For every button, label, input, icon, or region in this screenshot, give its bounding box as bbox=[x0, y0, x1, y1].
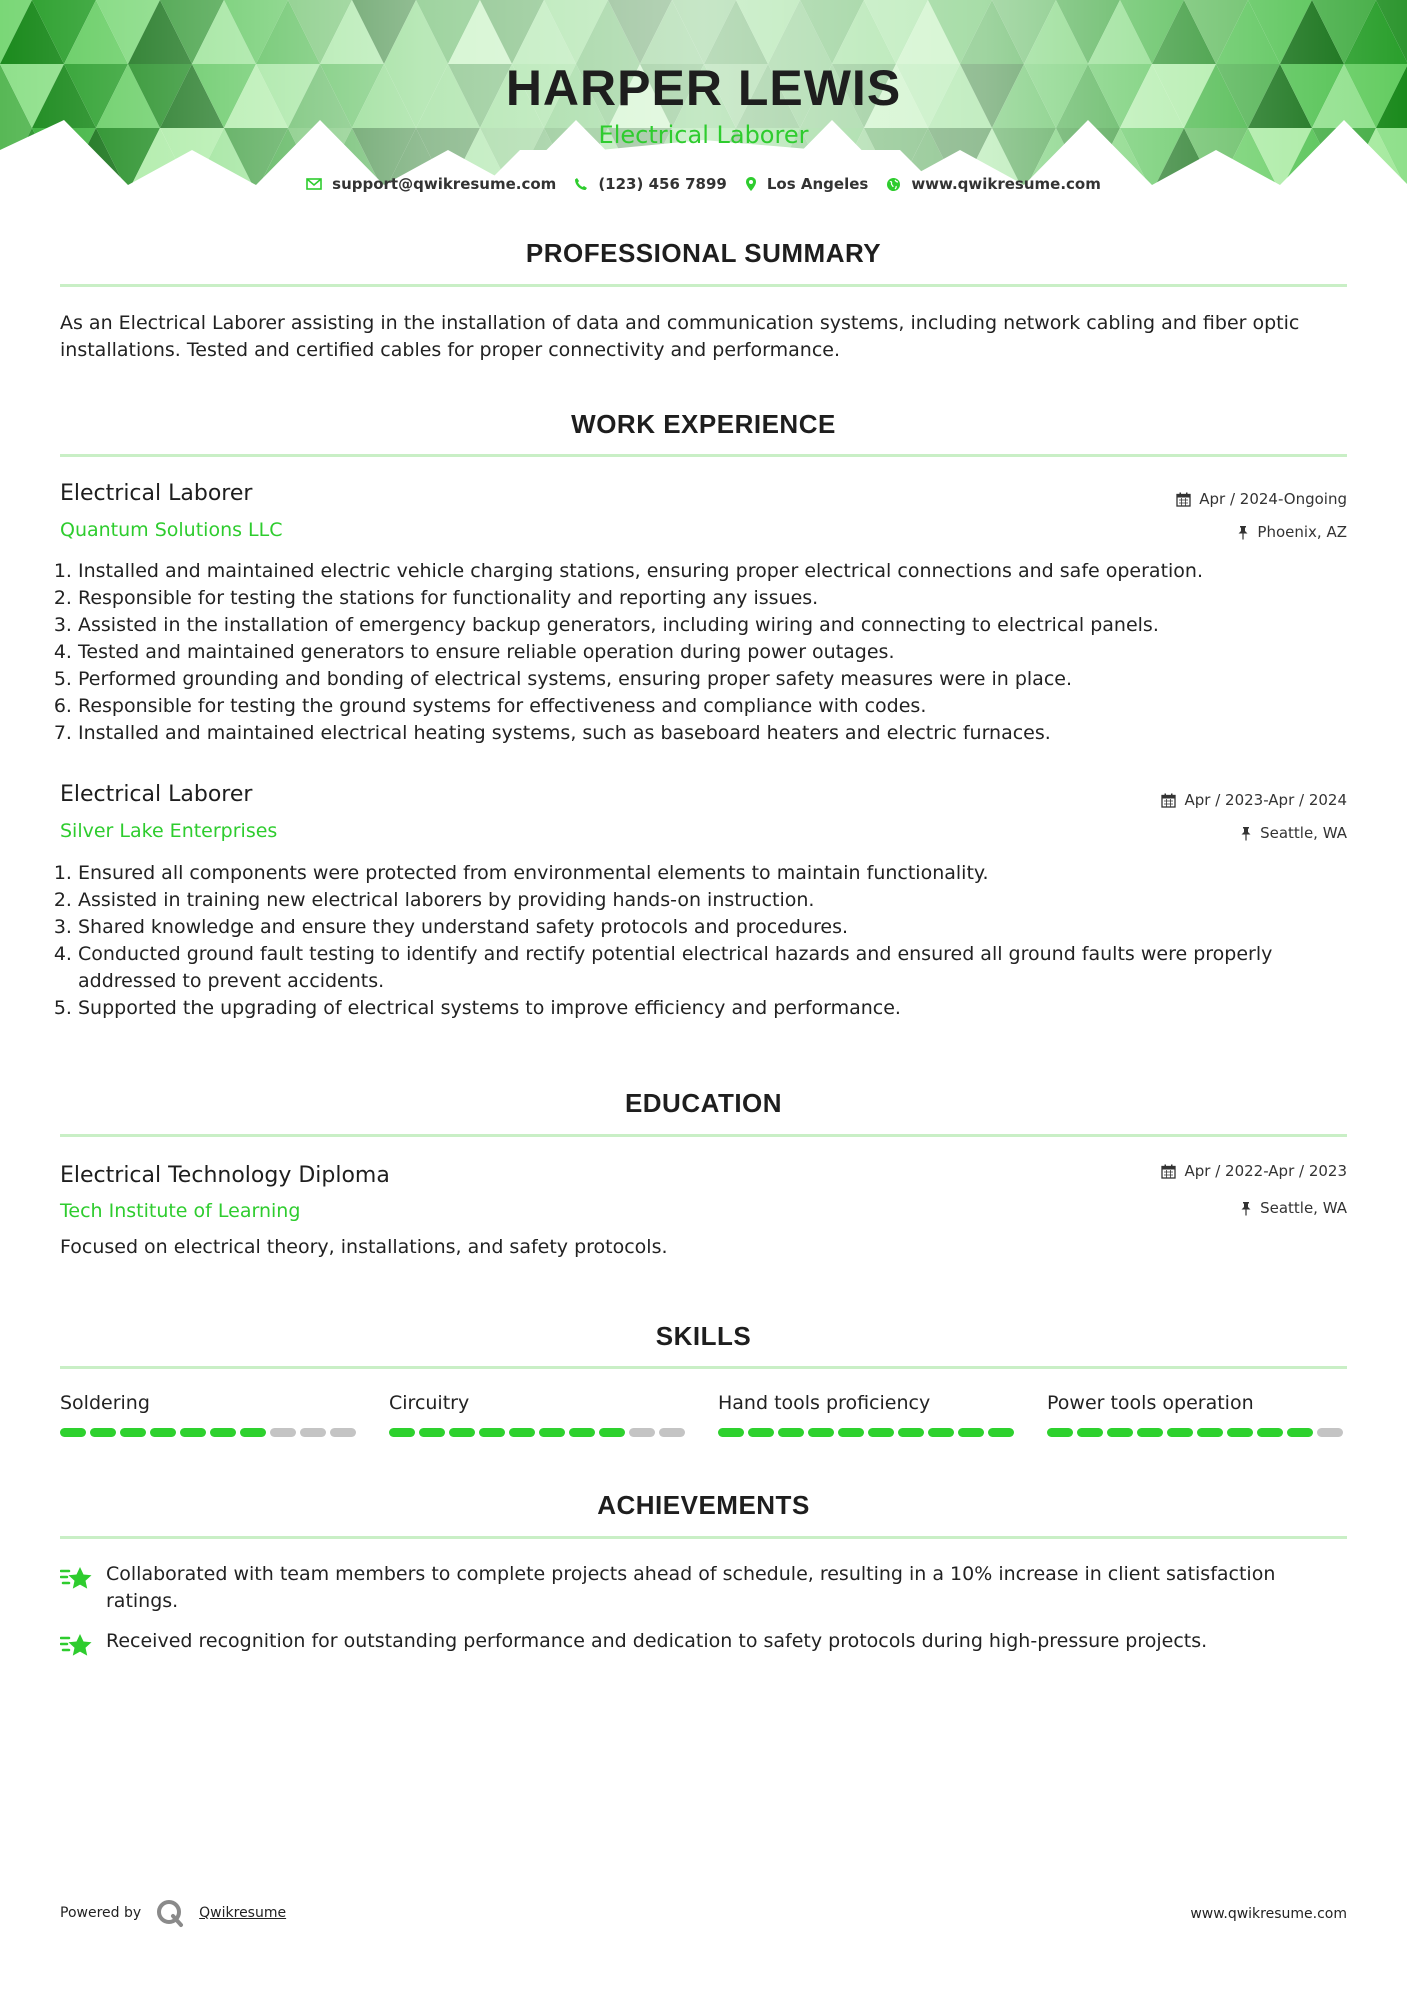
education-description: Focused on electrical theory, installations, and safety protocols. bbox=[60, 1236, 668, 1258]
skill-level-bar bbox=[718, 1428, 1018, 1437]
calendar-icon bbox=[1161, 1164, 1176, 1179]
contact-location bbox=[745, 175, 868, 193]
skill-name: Circuitry bbox=[389, 1392, 470, 1414]
skill-segment-filled bbox=[599, 1428, 625, 1437]
job-2-location bbox=[1240, 823, 1347, 843]
skill-segment-filled bbox=[1077, 1428, 1103, 1437]
skill-segment-filled bbox=[419, 1428, 445, 1437]
job-1-location-text: Phoenix, AZ bbox=[1257, 523, 1347, 541]
candidate-name: HARPER LEWIS bbox=[505, 60, 902, 116]
contact-phone[interactable] bbox=[574, 175, 727, 193]
job-1-dates bbox=[1176, 489, 1347, 509]
skills-heading: SKILLS bbox=[655, 1321, 752, 1351]
email-text: support@qwikresume.com bbox=[332, 175, 557, 193]
job-1-dates-text: Apr / 2024-Ongoing bbox=[1199, 490, 1347, 508]
list-item: 2. Assisted in training new electrical laborers by providing hands-on instruction. bbox=[78, 887, 1365, 914]
skill-segment-filled bbox=[389, 1428, 415, 1437]
pushpin-icon bbox=[1240, 826, 1252, 841]
location-text: Los Angeles bbox=[766, 175, 869, 193]
job-1-title: Electrical Laborer bbox=[60, 481, 253, 506]
skill-segment-filled bbox=[1107, 1428, 1133, 1437]
education-location-text: Seattle, WA bbox=[1260, 1199, 1347, 1217]
list-item: 2. Responsible for testing the stations for functionality and reporting any issues. bbox=[78, 585, 1365, 612]
summary-text: As an Electrical Laborer assisting in the installation of data and communication systems, including network cabling and fiber optic installations. Tested and certified cables for proper connectivity and performance. bbox=[60, 312, 1300, 361]
calendar-icon bbox=[1161, 793, 1176, 808]
skill-item bbox=[60, 1390, 360, 1437]
skill-segment-filled bbox=[1167, 1428, 1193, 1437]
envelope-icon bbox=[306, 178, 322, 190]
map-pin-icon bbox=[745, 176, 757, 192]
list-item: 1. Installed and maintained electric vehicle charging stations, ensuring proper electrical connections and safe operation. bbox=[78, 558, 1365, 585]
skill-segment-filled bbox=[1287, 1428, 1313, 1437]
job-2-dates bbox=[1161, 790, 1347, 810]
skill-segment-empty bbox=[659, 1428, 685, 1437]
job-2-company: Silver Lake Enterprises bbox=[60, 820, 278, 842]
skill-item bbox=[718, 1390, 1018, 1437]
achievement-text: Received recognition for outstanding performance and dedication to safety protocols during high-pressure projects. bbox=[106, 1630, 1208, 1652]
skill-segment-filled bbox=[1137, 1428, 1163, 1437]
achievement-text: Collaborated with team members to complete projects ahead of schedule, resulting in a 10% increase in client satisfaction ratings. bbox=[106, 1563, 1276, 1612]
achievement-item bbox=[60, 1561, 1347, 1615]
education-degree: Electrical Technology Diploma bbox=[60, 1163, 390, 1188]
skill-segment-filled bbox=[748, 1428, 774, 1437]
education-school: Tech Institute of Learning bbox=[60, 1200, 301, 1222]
skill-segment-filled bbox=[569, 1428, 595, 1437]
list-item: 5. Supported the upgrading of electrical systems to improve efficiency and performance. bbox=[78, 995, 1365, 1022]
calendar-icon bbox=[1176, 492, 1191, 507]
candidate-title: Electrical Laborer bbox=[598, 121, 809, 149]
skill-segment-filled bbox=[1227, 1428, 1253, 1437]
globe-icon bbox=[886, 177, 901, 192]
contact-email[interactable] bbox=[306, 175, 556, 193]
contact-row bbox=[0, 172, 1407, 196]
skill-segment-filled bbox=[210, 1428, 236, 1437]
skill-segment-filled bbox=[60, 1428, 86, 1437]
skill-segment-filled bbox=[180, 1428, 206, 1437]
skill-segment-filled bbox=[509, 1428, 535, 1437]
job-2-location-text: Seattle, WA bbox=[1260, 824, 1347, 842]
skill-segment-filled bbox=[778, 1428, 804, 1437]
skill-segment-empty bbox=[629, 1428, 655, 1437]
skill-segment-filled bbox=[838, 1428, 864, 1437]
job-2-title: Electrical Laborer bbox=[60, 782, 253, 807]
education-divider bbox=[60, 1134, 1347, 1137]
skill-segment-filled bbox=[120, 1428, 146, 1437]
skill-level-bar bbox=[1047, 1428, 1347, 1437]
pushpin-icon bbox=[1240, 1201, 1252, 1216]
skill-name: Power tools operation bbox=[1047, 1392, 1254, 1414]
job-2-dates-text: Apr / 2023-Apr / 2024 bbox=[1184, 791, 1347, 809]
powered-by-label: Powered by bbox=[60, 1905, 142, 1921]
list-item: 4. Conducted ground fault testing to identify and rectify potential electrical hazards and ensured all ground faults were properly addressed to prevent accidents. bbox=[78, 941, 1365, 995]
job-1-company: Quantum Solutions LLC bbox=[60, 519, 283, 541]
star-icon bbox=[60, 1632, 94, 1660]
footer-powered-by bbox=[60, 1898, 286, 1928]
skill-segment-filled bbox=[449, 1428, 475, 1437]
skill-segment-filled bbox=[539, 1428, 565, 1437]
skill-segment-empty bbox=[270, 1428, 296, 1437]
list-item: 6. Responsible for testing the ground systems for effectiveness and compliance with codes. bbox=[78, 693, 1365, 720]
achievements-divider bbox=[60, 1536, 1347, 1539]
contact-website[interactable] bbox=[886, 175, 1101, 193]
skill-segment-filled bbox=[479, 1428, 505, 1437]
skill-level-bar bbox=[389, 1428, 689, 1437]
skill-segment-filled bbox=[988, 1428, 1014, 1437]
experience-divider bbox=[60, 454, 1347, 457]
skill-segment-filled bbox=[808, 1428, 834, 1437]
skill-name: Hand tools proficiency bbox=[718, 1392, 931, 1414]
skill-segment-filled bbox=[90, 1428, 116, 1437]
skill-segment-empty bbox=[300, 1428, 326, 1437]
summary-heading: PROFESSIONAL SUMMARY bbox=[525, 238, 882, 268]
job-2-bullets bbox=[60, 860, 1365, 1022]
phone-icon bbox=[574, 177, 588, 191]
list-item: 3. Assisted in the installation of emergency backup generators, including wiring and connecting to electrical panels. bbox=[78, 612, 1365, 639]
skill-segment-filled bbox=[150, 1428, 176, 1437]
list-item: 7. Installed and maintained electrical heating systems, such as baseboard heaters and electric furnaces. bbox=[78, 720, 1365, 747]
achievement-item bbox=[60, 1628, 1347, 1660]
skill-segment-filled bbox=[958, 1428, 984, 1437]
education-dates-text: Apr / 2022-Apr / 2023 bbox=[1184, 1162, 1347, 1180]
skill-segment-empty bbox=[1317, 1428, 1343, 1437]
skill-level-bar bbox=[60, 1428, 360, 1437]
skill-item bbox=[1047, 1390, 1347, 1437]
website-text: www.qwikresume.com bbox=[911, 175, 1101, 193]
list-item: 1. Ensured all components were protected from environmental elements to maintain functionality. bbox=[78, 860, 1365, 887]
skill-segment-empty bbox=[330, 1428, 356, 1437]
skill-segment-filled bbox=[1257, 1428, 1283, 1437]
skill-segment-filled bbox=[868, 1428, 894, 1437]
footer-brand-link[interactable]: Qwikresume bbox=[199, 1905, 287, 1921]
skills-list bbox=[60, 1390, 1347, 1437]
list-item: 5. Performed grounding and bonding of electrical systems, ensuring proper safety measures were in place. bbox=[78, 666, 1365, 693]
skill-name: Soldering bbox=[60, 1392, 150, 1414]
education-dates bbox=[1161, 1161, 1347, 1181]
achievements-heading: ACHIEVEMENTS bbox=[597, 1490, 810, 1520]
skill-segment-filled bbox=[1047, 1428, 1073, 1437]
skill-segment-filled bbox=[1197, 1428, 1223, 1437]
skill-segment-filled bbox=[718, 1428, 744, 1437]
education-location bbox=[1240, 1198, 1347, 1218]
list-item: 4. Tested and maintained generators to ensure reliable operation during power outages. bbox=[78, 639, 1365, 666]
education-heading: EDUCATION bbox=[624, 1088, 783, 1118]
experience-heading: WORK EXPERIENCE bbox=[571, 409, 836, 439]
job-1-bullets bbox=[60, 558, 1365, 747]
star-icon bbox=[60, 1565, 94, 1593]
pushpin-icon bbox=[1237, 525, 1249, 540]
footer-website[interactable]: www.qwikresume.com bbox=[1190, 1906, 1347, 1922]
phone-text: (123) 456 7899 bbox=[598, 175, 727, 193]
skill-segment-filled bbox=[898, 1428, 924, 1437]
skill-segment-filled bbox=[928, 1428, 954, 1437]
summary-divider bbox=[60, 284, 1347, 287]
skill-item bbox=[389, 1390, 689, 1437]
skills-divider bbox=[60, 1366, 1347, 1369]
skill-segment-filled bbox=[240, 1428, 266, 1437]
list-item: 3. Shared knowledge and ensure they understand safety protocols and procedures. bbox=[78, 914, 1365, 941]
qwikresume-logo-icon bbox=[155, 1898, 185, 1928]
job-1-location bbox=[1237, 522, 1347, 542]
